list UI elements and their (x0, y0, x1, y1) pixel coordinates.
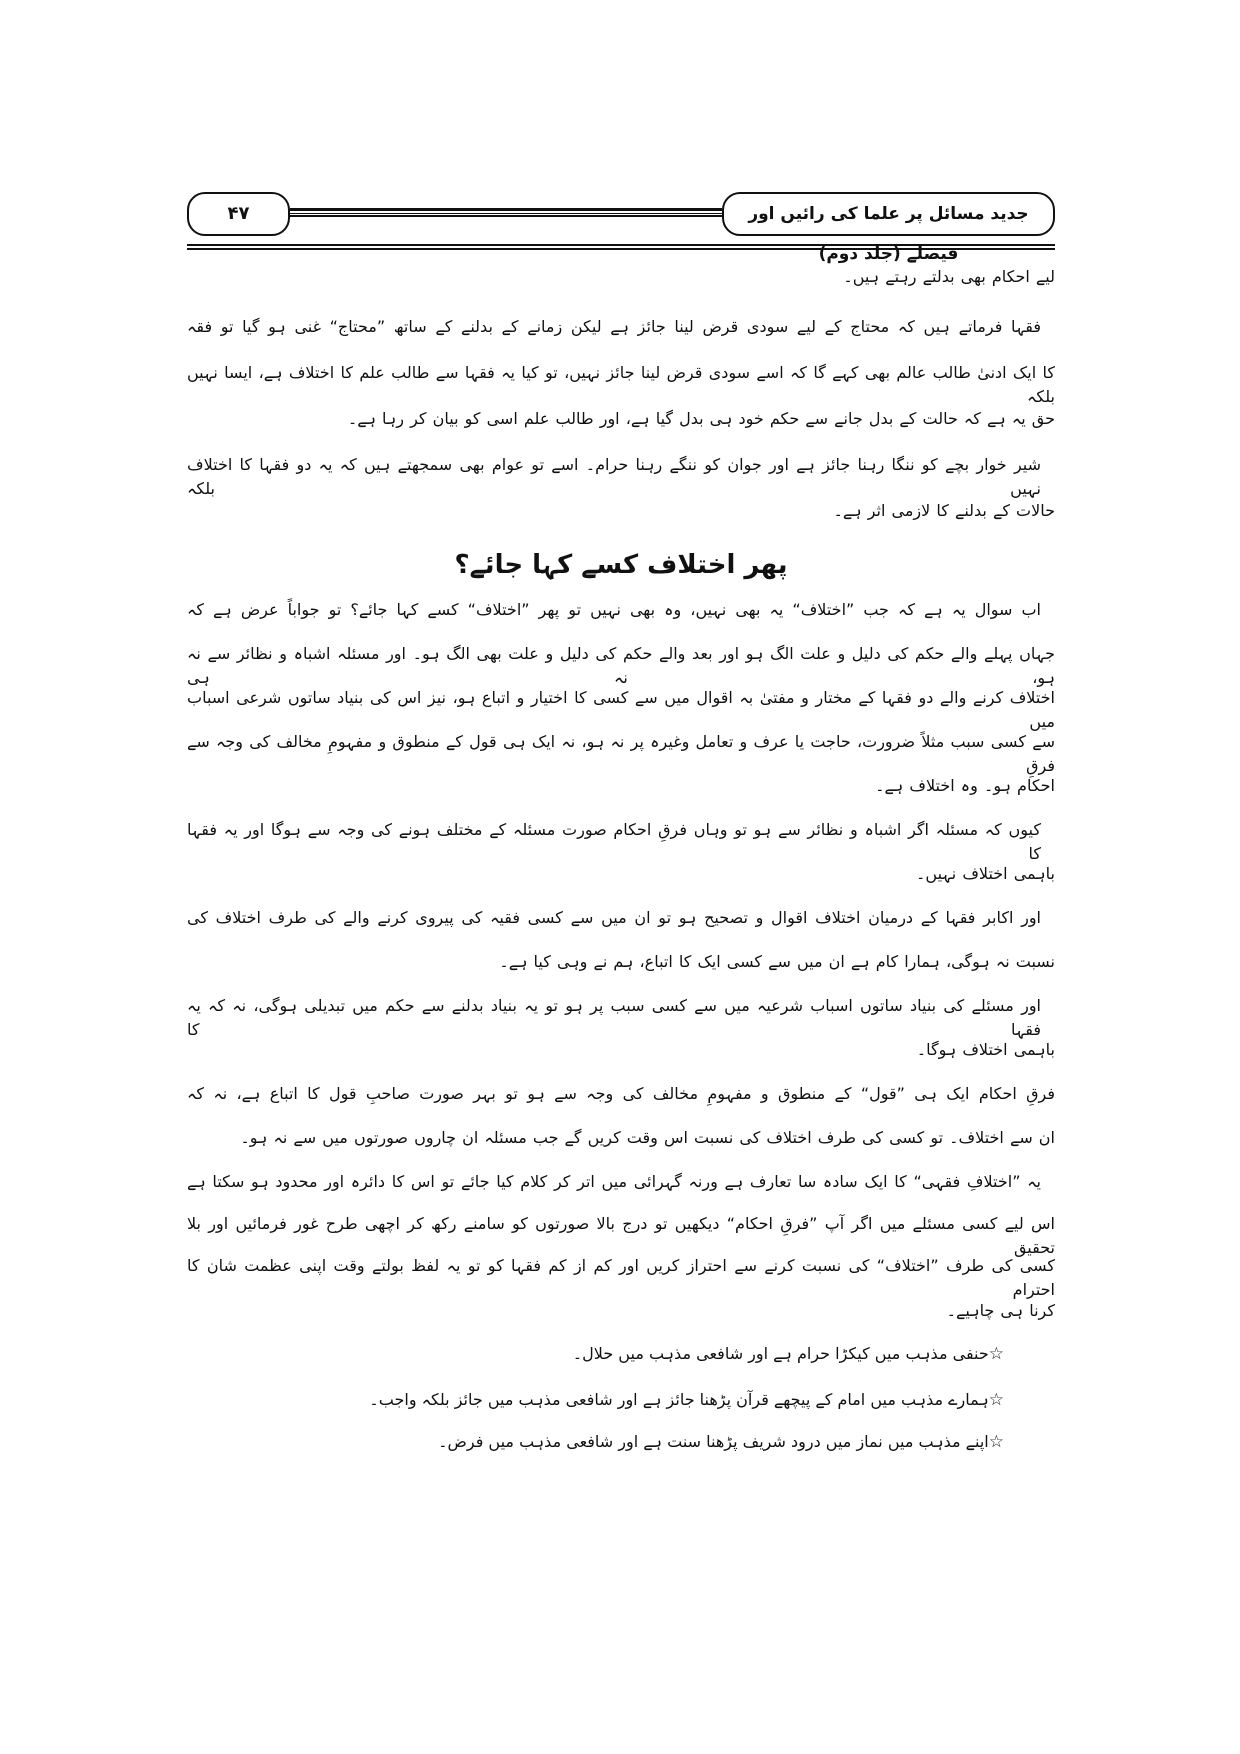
text-line: یہ ”اختلافِ فقہی“ کا ایک سادہ سا تعارف ہے ورنہ گہرائی میں اتر کر کلام کیا جائے تو اس کا دائرہ اور محدود ہو سکتا ہے (187, 1172, 1041, 1191)
text-line: فقہا فرماتے ہیں کہ محتاج کے لیے سودی قرض لینا جائز ہے لیکن زمانے کے بدلنے کے ساتھ ”محتاج“ غنی ہو گیا تو فقہ (187, 317, 1041, 336)
text-line: سے کسی سبب مثلاً ضرورت، حاجت یا عرف و تعامل وغیرہ پر نہ ہو، نہ ایک ہی قول کے منطوق و مفہومِ مخالف کی وجہ سے فرقِ (187, 732, 1055, 775)
list-item-text: حنفی مذہب میں کیکڑا حرام ہے اور شافعی مذہب میں حلال۔ (572, 1344, 989, 1363)
text-line: کا ایک ادنیٰ طالب عالم بھی کہے گا کہ اسے سودی قرض لینا جائز نہیں، تو کیا یہ فقہا سے طالب علم کا اختلاف ہے، ایسا نہیں بلکہ (187, 363, 1055, 406)
list-item (187, 1430, 1004, 1454)
text-line: شیر خوار بچے کو ننگا رہنا جائز ہے اور جوان کو ننگے رہنا حرام۔ اسے تو عوام بھی سمجھتے ہیں کہ یہ دو فقہا کا اختلاف نہیں بلکہ (187, 455, 1042, 498)
section-heading: پھر اختلاف کسے کہا جائے؟ (454, 550, 788, 580)
text-line: اور اکابر فقہا کے درمیان اختلاف اقوال و تصحیح ہو تو ان میں سے کسی فقیہ کی پیروی کرنے والے کی طرف اختلاف کی (187, 908, 1041, 927)
text-line: لیے احکام بھی بدلتے رہتے ہیں۔ (843, 267, 1055, 286)
text-line: فرقِ احکام ایک ہی ”قول“ کے منطوق و مفہومِ مخالف کی وجہ سے ہو تو بہر صورت صاحبِ قول کا اتباع ہے، نہ کہ (187, 1084, 1055, 1103)
text-line: نسبت نہ ہوگی، ہمارا کام ہے ان میں سے کسی ایک کا اتباع، ہم نے وہی کیا ہے۔ (499, 952, 1055, 971)
text-line: ان سے اختلاف۔ تو کسی کی طرف اختلاف کی نسبت اس وقت کریں گے جب مسئلہ ان چاروں صورتوں میں سے نہ ہو۔ (240, 1128, 1055, 1147)
text-line: کرنا ہی چاہیے۔ (946, 1301, 1055, 1320)
book-title: جدید مسائل پر علما کی رائیں اور فیصلے (جلد دوم) (722, 192, 1055, 236)
text-line: اب سوال یہ ہے کہ جب ”اختلاف“ یہ بھی نہیں، وہ بھی نہیں تو پھر ”اختلاف“ کسے کہا جائے؟ تو جواباً عرض ہے کہ (187, 600, 1041, 619)
text-line: حق یہ ہے کہ حالت کے بدل جانے سے حکم خود ہی بدل گیا ہے، اور طالب علم اسی کو بیان کر رہا ہے۔ (347, 409, 1055, 428)
star-bullet-icon: ☆ (988, 1390, 1004, 1410)
header-divider (290, 208, 722, 217)
text-line: کسی کی طرف ”اختلاف“ کی نسبت کرنے سے احتراز کریں اور کم از کم فقہا کو تو یہ لفظ بولتے وقت اپنی عظمت شان کا احترام (187, 1256, 1055, 1299)
text-line: اختلاف کرنے والے دو فقہا کے مختار و مفتیٰ بہ اقوال میں سے کسی کا اختیار و اتباع ہو، نیز اس کی بنیاد ساتوں شرعی اسباب میں (187, 688, 1055, 731)
list-item (187, 1388, 1004, 1412)
page-number: ۴۷ (187, 192, 290, 236)
list-item-text: ہمارے مذہب میں امام کے پیچھے قرآن پڑھنا جائز ہے اور شافعی مذہب میں جائز بلکہ واجب۔ (369, 1390, 989, 1409)
star-bullet-icon: ☆ (988, 1432, 1004, 1452)
star-bullet-icon: ☆ (988, 1344, 1004, 1364)
text-line: اور مسئلے کی بنیاد ساتوں اسباب شرعیہ میں سے کسی سبب پر ہو تو یہ بنیاد بدلنے سے حکم میں تبدیلی ہوگی، نہ کہ یہ فقہا کا (187, 996, 1041, 1039)
text-line: احکام ہو۔ وہ اختلاف ہے۔ (875, 776, 1055, 795)
header-rule (187, 244, 1055, 250)
list-item-text: اپنے مذہب میں نماز میں درود شریف پڑھنا سنت ہے اور شافعی مذہب میں فرض۔ (438, 1432, 989, 1451)
list-item (187, 1342, 1004, 1366)
text-line: جہاں پہلے والے حکم کی دلیل و علت الگ ہو اور بعد والے حکم کی دلیل و علت بھی الگ ہو۔ اور مسئلہ اشباہ و نظائر سے نہ ہو، نہ ہی (187, 644, 1055, 687)
text-line: باہمی اختلاف ہوگا۔ (916, 1040, 1055, 1059)
text-line: حالات کے بدلنے کا لازمی اثر ہے۔ (833, 501, 1055, 520)
text-line: اس لیے کسی مسئلے میں اگر آپ ”فرقِ احکام“ دیکھیں تو درج بالا صورتوں کو سامنے رکھ کر اچھی طرح غور فرمائیں اور بلا تحقیق (187, 1214, 1055, 1257)
text-line: کیوں کہ مسئلہ اگر اشباہ و نظائر سے ہو تو وہاں فرقِ احکام صورت مسئلہ کے مختلف ہونے کی وجہ سے ہوگا اور یہ فقہا کا (187, 820, 1041, 863)
text-line: باہمی اختلاف نہیں۔ (916, 864, 1055, 883)
